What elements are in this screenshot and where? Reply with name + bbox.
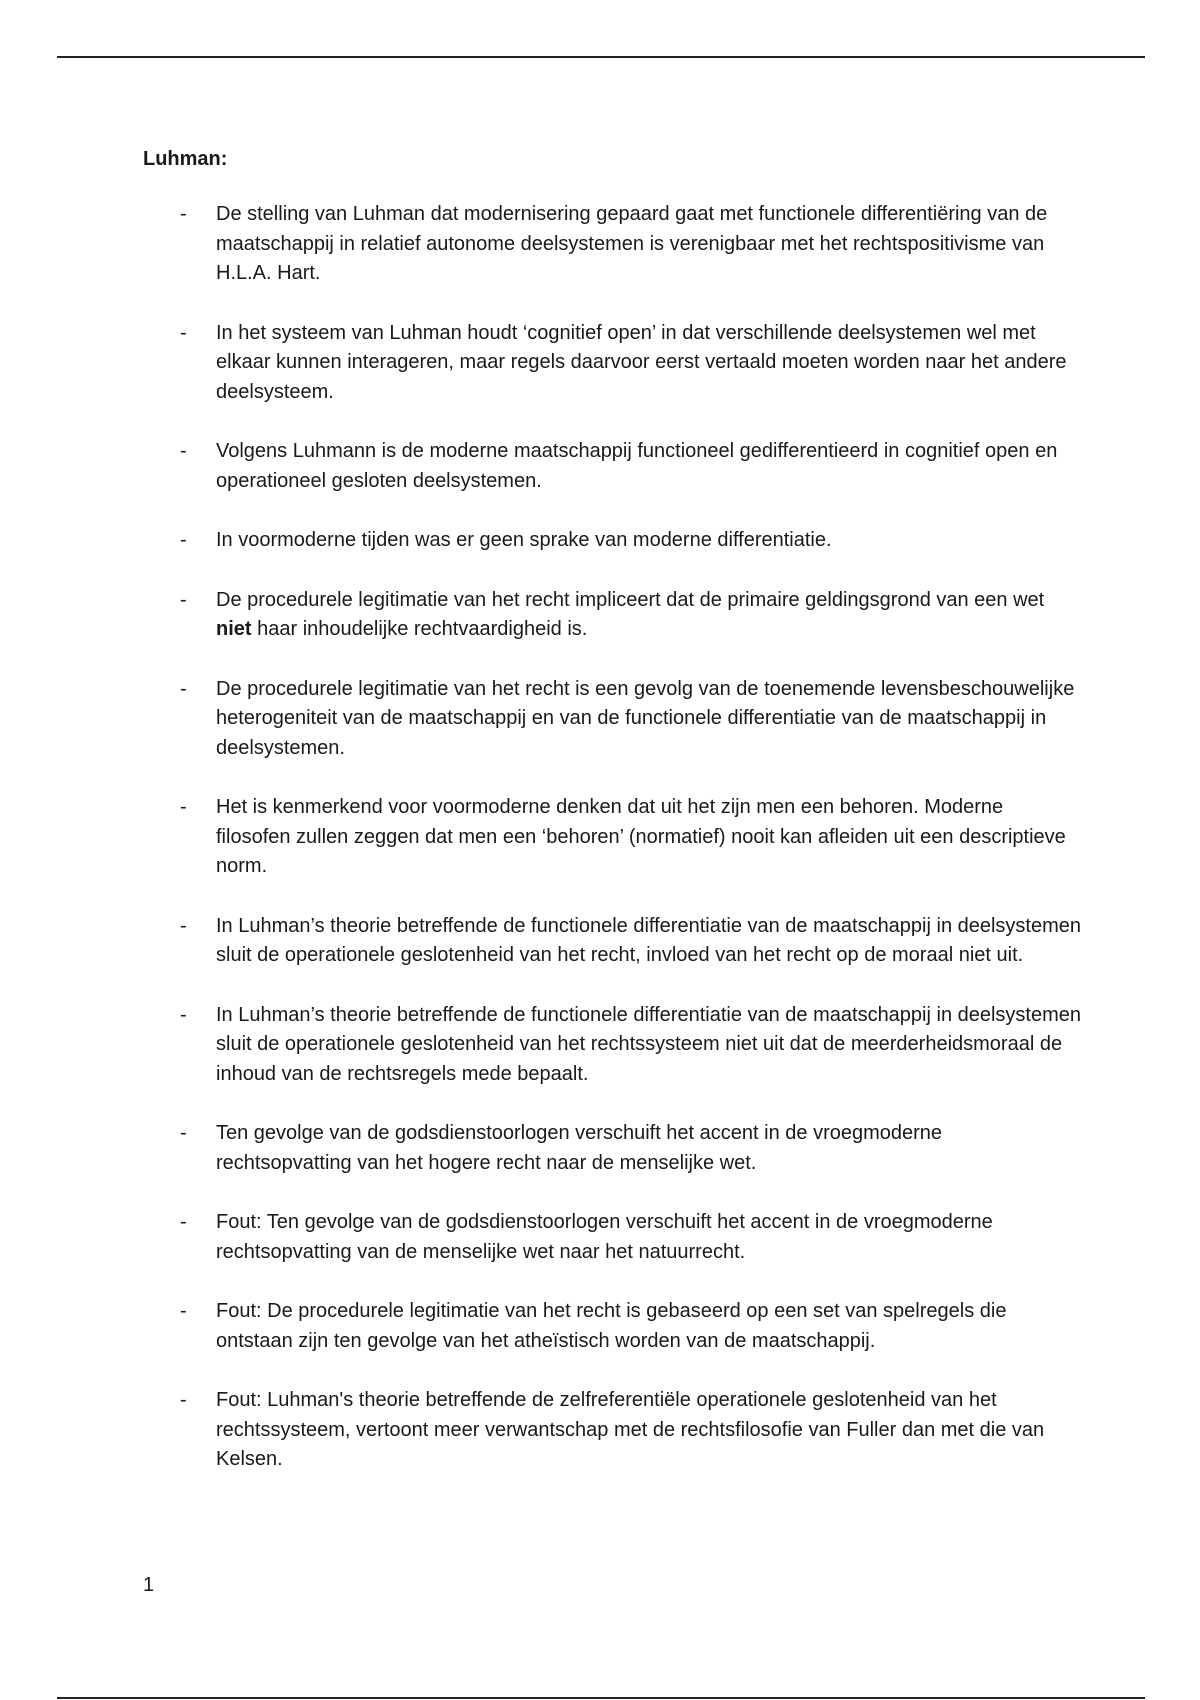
bullet-dash: - bbox=[180, 1003, 187, 1026]
statement-text: Het is kenmerkend voor voormoderne denken dat uit het zijn men een behoren. Moderne filosofen zullen zeggen dat men een ‘behoren’ (normatief) nooit kan afleiden uit een descriptieve norm. bbox=[216, 796, 1066, 877]
statement-text: Volgens Luhmann is de moderne maatschappij functioneel gedifferentieerd in cognitief open en operationeel gesloten deelsystemen. bbox=[216, 440, 1058, 492]
list-item bbox=[143, 1119, 1083, 1178]
bullet-dash: - bbox=[180, 203, 187, 225]
statement-text-before: De procedurele legitimatie van het recht impliceert dat de primaire geldingsgrond van een wet bbox=[216, 588, 1045, 611]
bullet-dash: - bbox=[180, 1211, 187, 1233]
list-item bbox=[143, 437, 1083, 496]
header-rule bbox=[57, 56, 1145, 58]
list-item bbox=[143, 912, 1083, 971]
statement-text: De procedurele legitimatie van het recht is een gevolg van de toenemende levensbeschouwelijke heterogeniteit van de maatschappij en van de functionele differentiatie van de maatschappij in deelsystemen. bbox=[216, 677, 1075, 759]
footer-rule bbox=[57, 1697, 1145, 1699]
bullet-dash: - bbox=[180, 588, 187, 611]
statement-text: Fout: Luhman's theorie betreffende de zelfreferentiële operationele geslotenheid van het rechtssysteem, vertoont meer verwantschap met de rechtsfilosofie van Fuller dan met die van Kelsen. bbox=[216, 1389, 1045, 1470]
list-item bbox=[143, 675, 1083, 764]
bullet-dash: - bbox=[180, 440, 187, 462]
bullet-dash: - bbox=[180, 914, 187, 937]
list-item bbox=[143, 319, 1083, 408]
statement-text bbox=[216, 589, 1044, 641]
bullet-dash: - bbox=[180, 1389, 187, 1411]
bullet-dash: - bbox=[180, 1122, 187, 1144]
page-number: 1 bbox=[143, 1574, 155, 1596]
bullet-dash: - bbox=[180, 796, 187, 818]
statement-text: Fout: De procedurele legitimatie van het recht is gebaseerd op een set van spelregels die ontstaan zijn ten gevolge van het atheïstisch worden van de maatschappij. bbox=[216, 1300, 1007, 1352]
section-heading: Luhman: bbox=[143, 148, 228, 170]
list-item bbox=[143, 1386, 1083, 1475]
list-item bbox=[143, 1208, 1083, 1267]
statement-text: In voormoderne tijden was er geen sprake van moderne differentiatie. bbox=[216, 529, 832, 551]
list-item bbox=[143, 586, 1083, 645]
bullet-dash: - bbox=[180, 321, 187, 344]
statement-text-after: haar inhoudelijke rechtvaardigheid is. bbox=[251, 618, 588, 640]
list-item bbox=[143, 526, 1083, 556]
statement-text: Fout: Ten gevolge van de godsdienstoorlogen verschuift het accent in de vroegmoderne rechtsopvatting van de menselijke wet naar het natuurrecht. bbox=[216, 1211, 993, 1263]
statement-text: In het systeem van Luhman houdt ‘cognitief open’ in dat verschillende deelsystemen wel met elkaar kunnen interageren, maar regels daarvoor eerst vertaald moeten worden naar het andere deelsysteem. bbox=[216, 321, 1067, 403]
bullet-dash: - bbox=[180, 1300, 187, 1322]
bullet-dash: - bbox=[180, 677, 187, 700]
emphasis-text: niet bbox=[216, 618, 252, 640]
list-item bbox=[143, 793, 1083, 882]
list-item bbox=[143, 1297, 1083, 1356]
statement-list bbox=[143, 200, 1083, 1505]
list-item bbox=[143, 1001, 1083, 1090]
bullet-dash: - bbox=[180, 529, 187, 551]
list-item bbox=[143, 200, 1083, 289]
statement-text: In Luhman’s theorie betreffende de functionele differentiatie van de maatschappij in deelsystemen sluit de operationele geslotenheid van het recht, invloed van het recht op de moraal niet uit. bbox=[216, 914, 1082, 966]
statement-text: De stelling van Luhman dat modernisering gepaard gaat met functionele differentiëring van de maatschappij in relatief autonome deelsystemen is verenigbaar met het rechtspositivisme van H.L.A. Hart. bbox=[216, 203, 1048, 284]
statement-text: Ten gevolge van de godsdienstoorlogen verschuift het accent in de vroegmoderne rechtsopvatting van het hogere recht naar de menselijke wet. bbox=[216, 1122, 943, 1174]
statement-text: In Luhman’s theorie betreffende de functionele differentiatie van de maatschappij in deelsystemen sluit de operationele geslotenheid van het rechtssysteem niet uit dat de meerderheidsmoraal de inhoud van de rechtsregels mede bepaalt. bbox=[216, 1003, 1082, 1085]
